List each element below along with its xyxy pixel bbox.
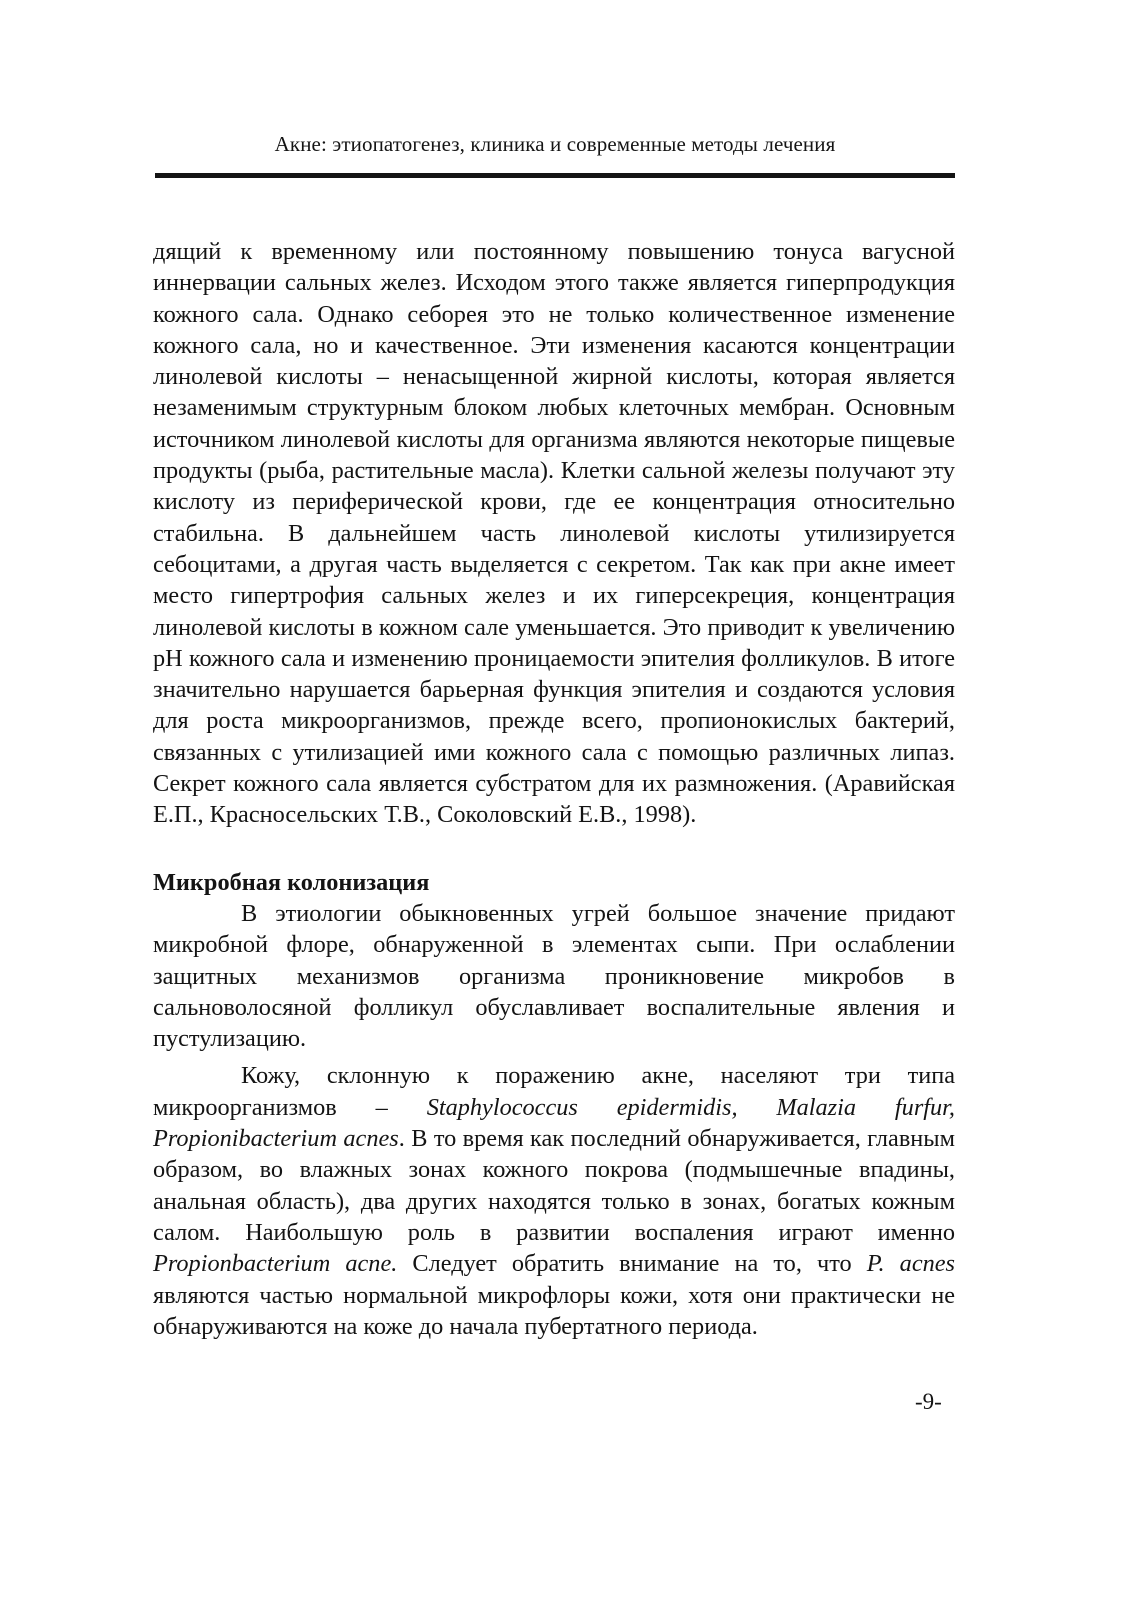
body-paragraph: дящий к временному или постоянному повышению тонуса вагусной иннервации сальных желез. Исходом этого также является гиперпродукция кожного сала. Однако себорея это не только количественное изменение кожного сала, но и качественное. Эти изменения касаются концентрации линолевой кислоты – ненасыщенной жирной кислоты, которая является незаменимым структурным блоком любых клеточных мембран. Основным источником линолевой кислоты для организма являются некоторые пищевые продукты (рыба, растительные масла). Клетки сальной железы получают эту кислоту из периферической крови, где ее концентрация относительно стабильна. В дальнейшем часть линолевой кислоты утилизируется себоцитами, а другая часть выделяется с секретом. Так как при акне имеет место гипертрофия сальных желез и их гиперсекреция, концентрация линолевой кислоты в кожном сале уменьшается. Это приводит к увеличению pH кожного сала и изменению проницаемости эпителия фолликулов. В итоге значительно нарушается барьерная функция эпителия и создаются условия для роста микроорганизмов, прежде всего, пропионокислых бактерий, связанных с утилизацией ими кожного сала с помощью различных липаз. Секрет кожного сала является субстратом для их размножения. (Аравийская Е.П., Красносельских Т.В., Соколовский Е.В., 1998). <box>153 238 955 829</box>
species-abbreviation: P. acnes <box>866 1250 955 1278</box>
header-rule <box>155 173 955 178</box>
page-number: -9- <box>915 1389 942 1414</box>
page-body <box>153 236 955 1342</box>
species-name: Propionbacterium acne. <box>153 1250 398 1278</box>
running-head: Акне: этиопатогенез, клиника и современные методы лечения <box>274 132 836 156</box>
body-paragraph: В этиологии обыкновенных угрей большое значение придают микробной флоре, обнаруженной в элементах сыпи. При ослаблении защитных механизмов организма проникновение микробов в сальноволосяной фолликул обуславливает воспалительные явления и пустулизацию. <box>153 899 955 1053</box>
section-heading: Микробная колонизация <box>153 868 430 896</box>
species-names: Staphylococcus epidermidis, Malazia furfur, Propionibacterium acnes <box>153 1093 956 1153</box>
text-run: Кожу, склонную к поражению акне, населяют три типа микроорганизмов – <box>153 1062 955 1121</box>
text-run: Следует обратить внимание на то, что <box>397 1250 867 1278</box>
text-run: являются частью нормальной микрофлоры кожи, хотя они практически не обнаруживаются на коже до начала пубертатного периода. <box>153 1281 955 1340</box>
text-run: . В то время как последний обнаруживается, главным образом, во влажных зонах кожного покрова (подмышечные впадины, анальная область), два других находятся только в зонах, богатых кожным салом. Наибольшую роль в развитии воспаления играют именно <box>153 1125 955 1246</box>
body-paragraph <box>153 1060 955 1342</box>
